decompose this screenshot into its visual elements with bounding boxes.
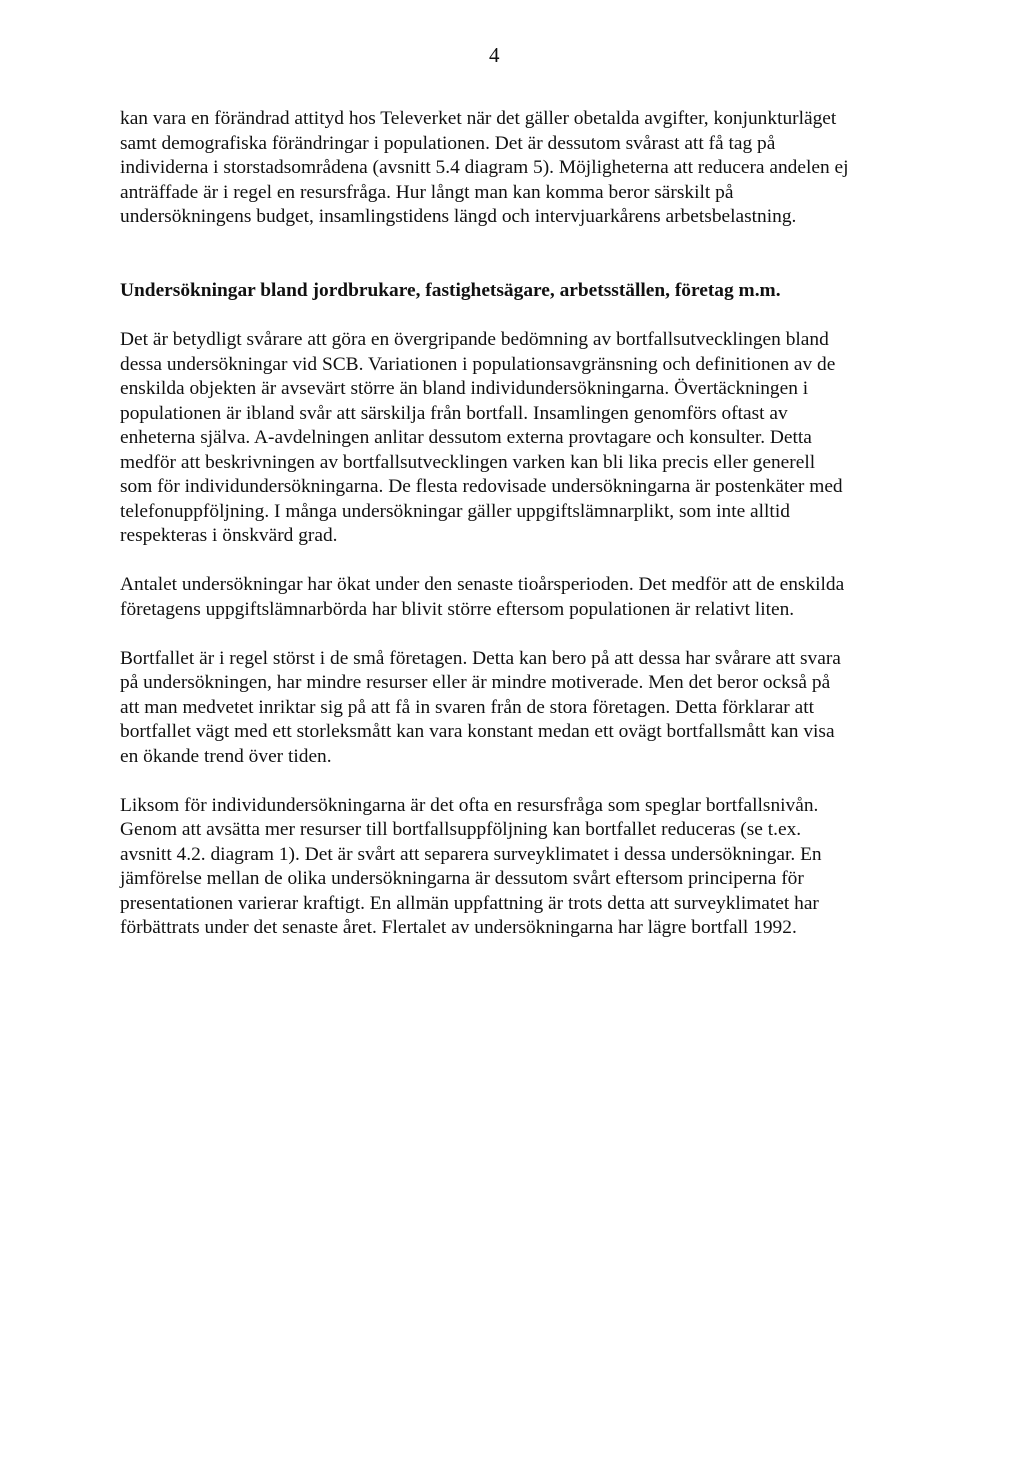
- section-paragraph-2: Antalet undersökningar har ökat under den senaste tioårsperioden. Det medför att de enskilda företagens uppgiftslämnarbörda har blivit större eftersom populationen är relativt liten.: [120, 574, 845, 620]
- section-paragraph-4: Liksom för individundersökningarna är det ofta en resursfråga som speglar bortfallsnivån. Genom att avsätta mer resurser till bortfallsuppföljning kan bortfallet reduceras (se t.ex. avsnitt 4.2. diagram 1). Det är svårt att separera surveyklimatet i dessa undersökningar. En jämförelse mellan de olika undersökningarna är dessutom svårt eftersom principerna för presentationen varierar kraftigt. En allmän uppfattning är trots detta att surveyklimatet har förbättrats under det senaste året. Flertalet av undersökningarna har lägre bortfall 1992.: [120, 794, 822, 938]
- page-number: 4: [489, 43, 500, 67]
- section-paragraph-1: Det är betydligt svårare att göra en övergripande bedömning av bortfallsutvecklingen bland dessa undersökningar vid SCB. Variationen i populationsavgränsning och definitionen av de enskilda objekten är avsevärt större än bland individundersökningarna. Övertäckningen i populationen är ibland svår att särskilja från bortfall. Insamlingen genomförs oftast av enheterna själva. A-avdelningen anlitar dessutom externa provtagare och konsulter. Detta medför att beskrivningen av bortfallsutvecklingen varken kan bli lika precis eller generell som för individundersökningarna. De flesta redovisade undersökningarna är postenkäter med telefonuppföljning. I många undersökningar gäller uppgiftslämnarplikt, som inte alltid respekteras i önskvärd grad.: [120, 329, 843, 546]
- document-body: [120, 107, 850, 965]
- section-heading: Undersökningar bland jordbrukare, fastighetsägare, arbetsställen, företag m.m.: [120, 279, 781, 301]
- section-paragraph-3: Bortfallet är i regel störst i de små företagen. Detta kan bero på att dessa har svårare att svara på undersökningen, har mindre resurser eller är mindre motiverade. Men det beror också på att man medvetet inriktar sig på att få in svaren från de stora företagen. Detta förklarar att bortfallet vägt med ett storleksmått kan vara konstant medan ett ovägt bortfallsmått kan visa en ökande trend över tiden.: [120, 647, 841, 767]
- intro-paragraph: kan vara en förändrad attityd hos Televerket när det gäller obetalda avgifter, konjunkturläget samt demografiska förändringar i populationen. Det är dessutom svårast att få tag på individerna i storstadsområdena (avsnitt 5.4 diagram 5). Möjligheterna att reducera andelen ej anträffade är i regel en resursfråga. Hur långt man kan komma beror särskilt på undersökningens budget, insamlingstidens längd och intervjuarkårens arbetsbelastning.: [120, 108, 849, 227]
